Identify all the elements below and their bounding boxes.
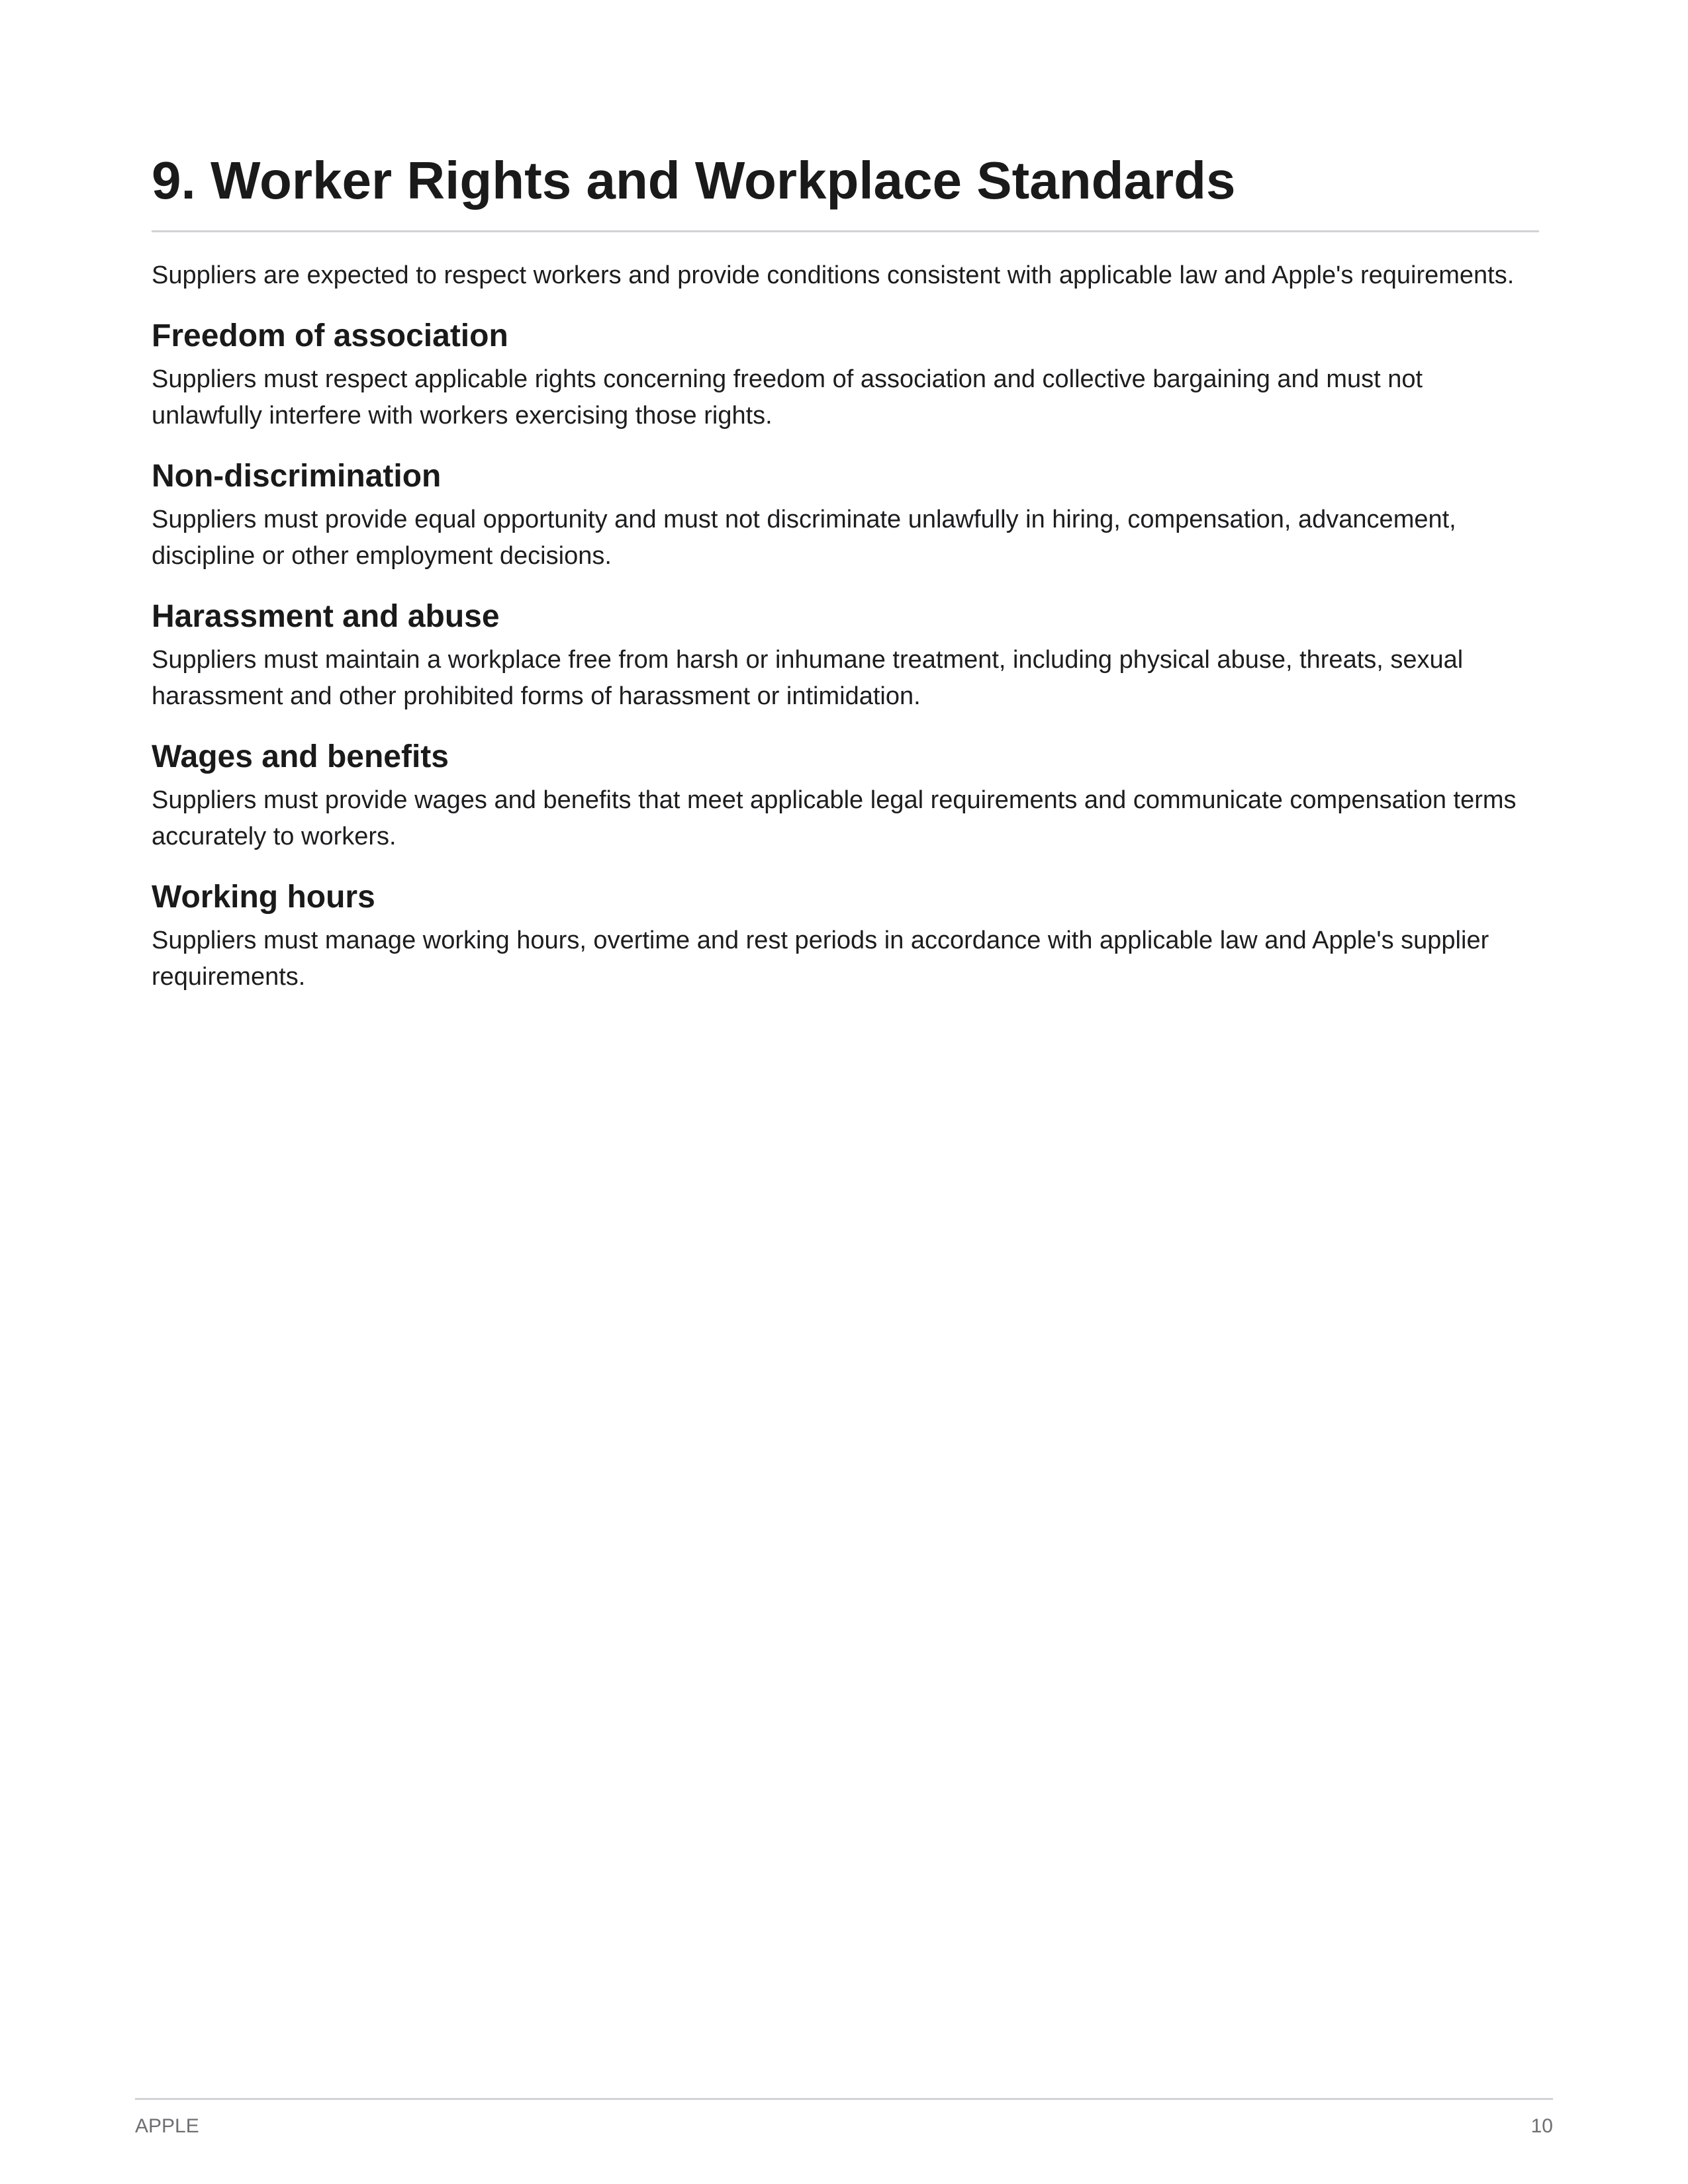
footer-divider: [135, 2098, 1553, 2100]
section-body: Suppliers must provide wages and benefits that meet applicable legal requirements and communicate compensation terms accurately to workers.: [152, 786, 1517, 850]
section-body: Suppliers must provide equal opportunity and must not discriminate unlawfully in hiring, compensation, advancement, discipline or other employment decisions.: [152, 506, 1456, 570]
section-body: Suppliers must manage working hours, overtime and rest periods in accordance with applicable law and Apple's supplier requirements.: [152, 927, 1489, 991]
section-heading: Harassment and abuse: [152, 599, 500, 634]
footer-company: APPLE: [135, 2115, 199, 2137]
page-content: [152, 144, 1539, 995]
section-wages-and-benefits: [152, 736, 1539, 855]
page-title: 9. Worker Rights and Workplace Standards: [152, 151, 1236, 210]
section-working-hours: [152, 876, 1539, 995]
section-harassment-and-abuse: [152, 596, 1539, 715]
title-divider: [152, 230, 1539, 232]
section-body: Suppliers must maintain a workplace free from harsh or inhumane treatment, including physical abuse, threats, sexual harassment and other prohibited forms of harassment or intimidation.: [152, 646, 1464, 710]
intro-paragraph: Suppliers are expected to respect workers and provide conditions consistent with applicable law and Apple's requirements.: [152, 261, 1515, 289]
section-freedom-of-association: [152, 315, 1539, 434]
section-heading: Wages and benefits: [152, 739, 449, 774]
section-heading: Freedom of association: [152, 318, 508, 353]
section-heading: Working hours: [152, 880, 375, 915]
section-non-discrimination: [152, 455, 1539, 574]
section-body: Suppliers must respect applicable rights concerning freedom of association and collective bargaining and must not unlawfully interfere with workers exercising those rights.: [152, 365, 1423, 430]
footer-page-number: 10: [1530, 2115, 1553, 2137]
section-heading: Non-discrimination: [152, 459, 442, 494]
